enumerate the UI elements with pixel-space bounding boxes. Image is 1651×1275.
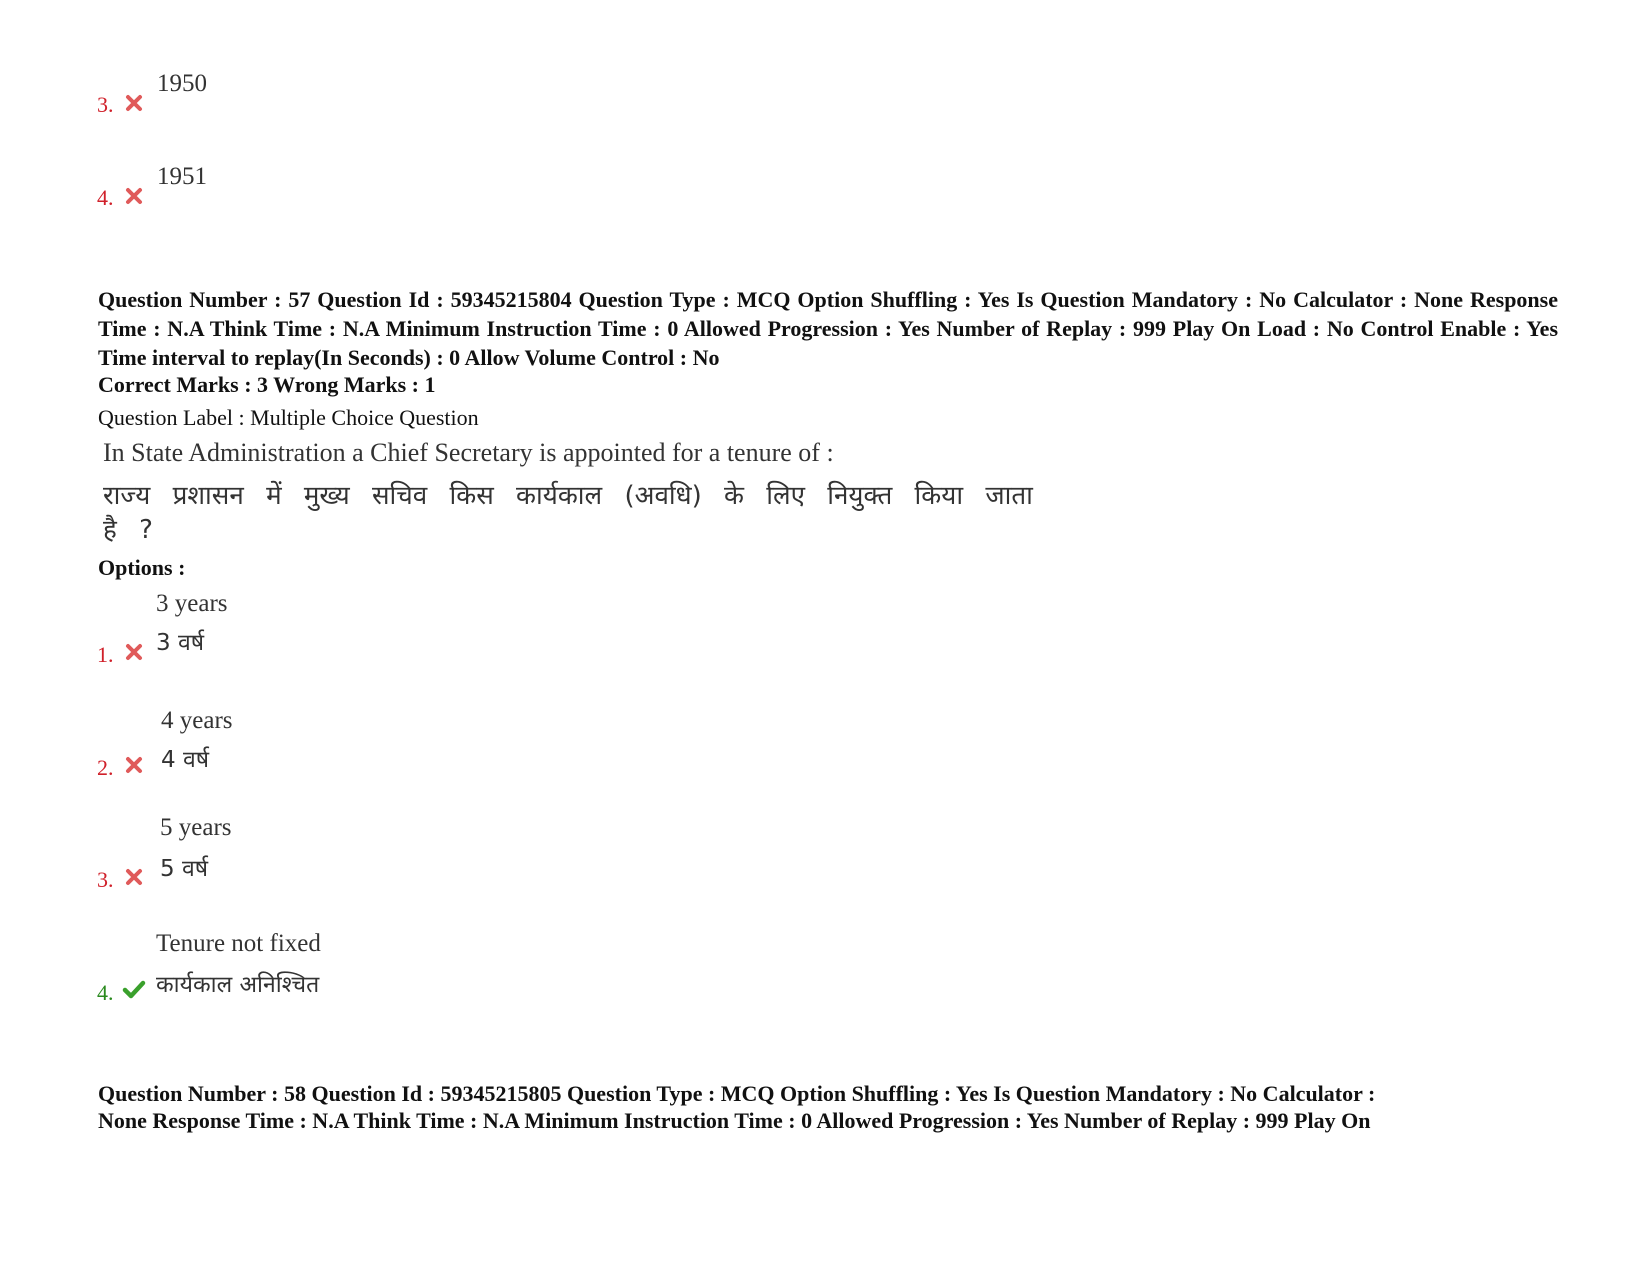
question-label: Question Label : Multiple Choice Question (98, 405, 479, 430)
option-text-english: 3 years (156, 590, 228, 617)
option-number: 4. (97, 185, 114, 210)
wrong-cross-icon (125, 94, 143, 112)
option-text-english: Tenure not fixed (156, 930, 321, 957)
option-number: 3. (97, 867, 114, 892)
question-meta: Question Number : 57 Question Id : 59345215804 Question Type : MCQ Option Shuffling : Yes Is Question Mandatory : No Calculator : None Response Time : N.A Think Time : N.A Minimum Instruction Time : 0 Allowed Progression : Yes Number of Replay : 999 Play On Load : No Control Enable : Yes Time interval to replay(In Seconds) : 0 Allow Volume Control : No (98, 287, 1558, 370)
question-text-hindi-continued: है ? (103, 515, 153, 545)
option-text-hindi: कार्यकाल अनिश्चित (156, 972, 320, 998)
option-text-english: 4 years (161, 707, 233, 734)
option-number: 3. (97, 92, 114, 117)
wrong-cross-icon (125, 643, 143, 661)
option-text-hindi: 3 वर्ष (156, 630, 205, 656)
option-number: 4. (97, 980, 114, 1005)
option-text: 1950 (157, 70, 207, 97)
marks-info: Correct Marks : 3 Wrong Marks : 1 (98, 372, 436, 397)
wrong-cross-icon (125, 868, 143, 886)
next-question-meta-line1: Question Number : 58 Question Id : 59345215805 Question Type : MCQ Option Shuffling : Yes Is Question Mandatory : No Calculator : (98, 1081, 1376, 1106)
wrong-cross-icon (125, 187, 143, 205)
option-text-english: 5 years (160, 814, 232, 841)
option-number: 2. (97, 755, 114, 780)
question-text-english: In State Administration a Chief Secretary is appointed for a tenure of : (103, 438, 834, 467)
next-question-meta-line2: None Response Time : N.A Think Time : N.A Minimum Instruction Time : 0 Allowed Progression : Yes Number of Replay : 999 Play On (98, 1108, 1371, 1133)
wrong-cross-icon (125, 756, 143, 774)
options-heading: Options : (98, 555, 186, 580)
question-text-hindi: राज्य प्रशासन में मुख्य सचिव किस कार्यकाल (अवधि) के लिए नियुक्त किया जाता (103, 481, 1033, 511)
correct-check-icon (122, 980, 146, 1000)
option-text: 1951 (157, 163, 207, 190)
option-text-hindi: 4 वर्ष (161, 747, 210, 773)
option-number: 1. (97, 642, 114, 667)
option-text-hindi: 5 वर्ष (160, 856, 209, 882)
